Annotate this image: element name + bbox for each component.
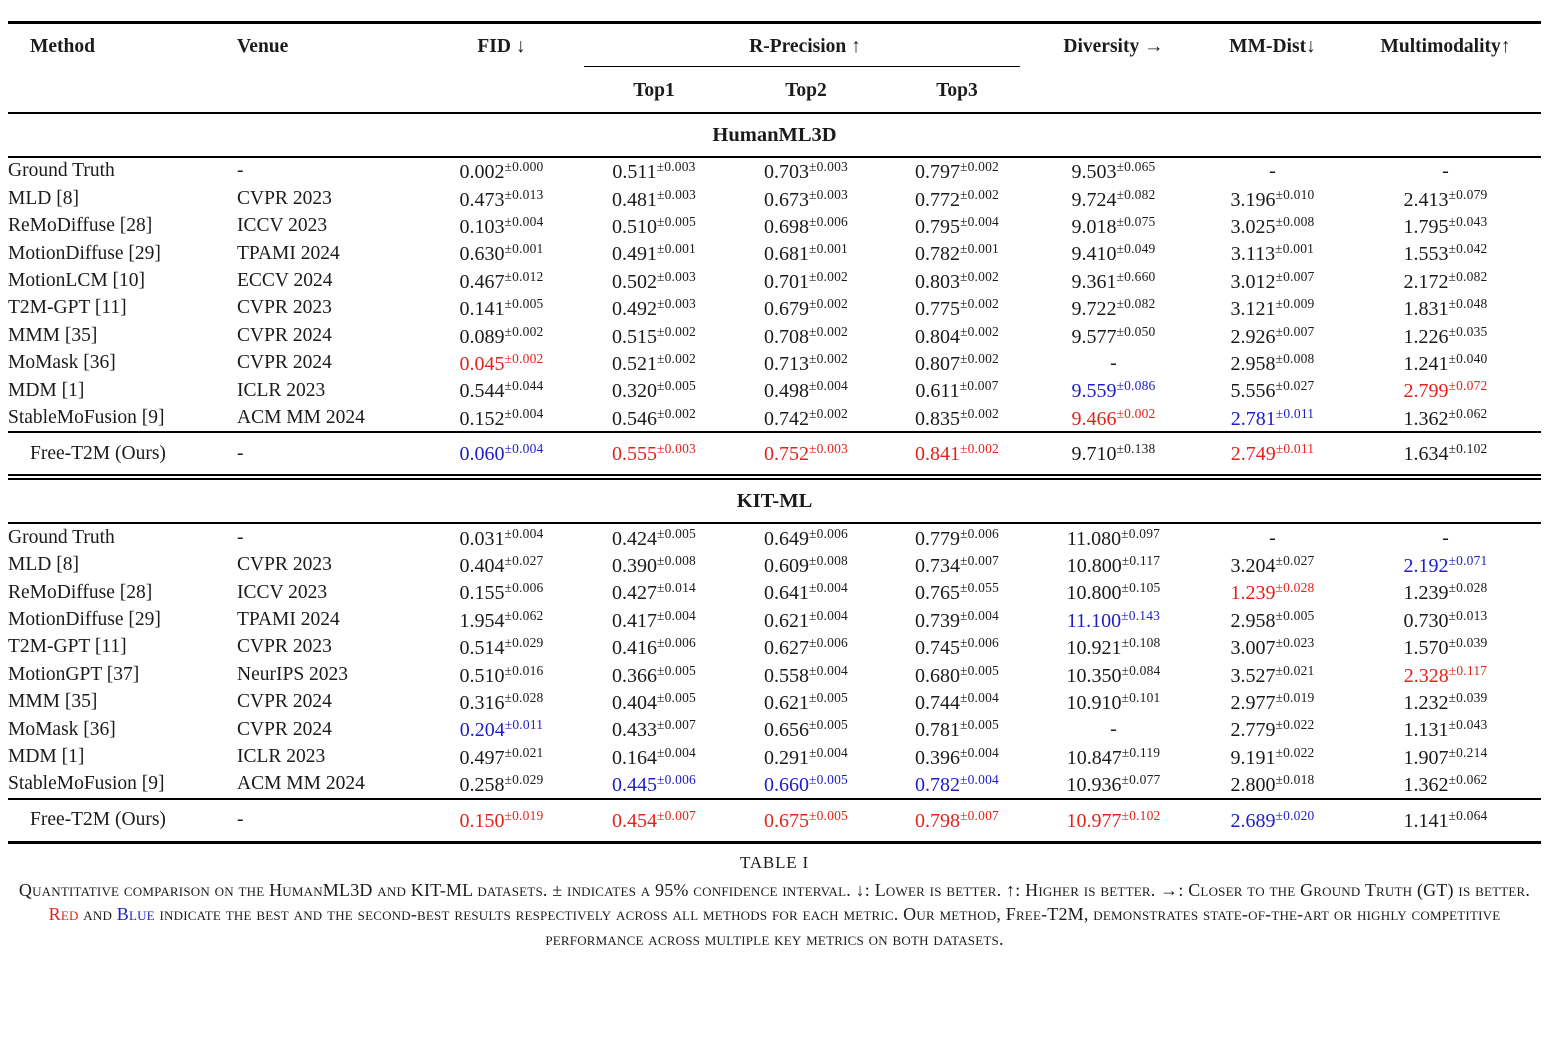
table-row: [8, 743, 1541, 770]
metric-value: $0.433^{\pm 0.007}$: [612, 717, 696, 742]
metric-value: $11.080^{\pm 0.097}$: [1066, 525, 1161, 550]
column-header-top1: Top1: [578, 67, 730, 114]
metric-value: $0.427^{\pm 0.014}$: [612, 580, 696, 605]
metric-value: $0.404^{\pm 0.005}$: [612, 689, 696, 714]
metric-value: $0.467^{\pm 0.012}$: [459, 268, 544, 293]
table-row: [8, 606, 1541, 633]
metric-value: $0.782^{\pm 0.004}$: [915, 772, 999, 797]
metric-value: $2.926^{\pm 0.007}$: [1230, 323, 1315, 348]
metric-value: $1.239^{\pm 0.028}$: [1230, 580, 1315, 605]
metric-value: $9.724^{\pm 0.082}$: [1071, 186, 1156, 211]
metric-value: $0.291^{\pm 0.004}$: [764, 744, 848, 769]
table-row: [8, 322, 1541, 349]
metric-value: $0.752^{\pm 0.003}$: [730, 432, 882, 477]
metric-value: $2.958^{\pm 0.008}$: [1230, 350, 1315, 375]
table-row: [8, 551, 1541, 578]
metric-value: $0.798^{\pm 0.007}$: [882, 799, 1032, 843]
metric-value: $1.241^{\pm 0.040}$: [1403, 350, 1488, 375]
metric-value: $9.503^{\pm 0.065}$: [1071, 159, 1156, 184]
table-row: [8, 240, 1541, 267]
metric-value: $0.797^{\pm 0.002}$: [915, 159, 999, 184]
metric-value: -: [1269, 526, 1276, 549]
method-cell: MDM [1]: [8, 745, 85, 767]
venue-cell: -: [237, 160, 244, 182]
metric-value: $0.675^{\pm 0.005}$: [730, 799, 882, 843]
metric-value: $0.713^{\pm 0.002}$: [764, 350, 848, 375]
method-cell: MLD [8]: [8, 187, 79, 209]
method-cell: MotionDiffuse [29]: [8, 609, 161, 631]
metric-value: $3.121^{\pm 0.009}$: [1230, 296, 1315, 321]
metric-value: $0.558^{\pm 0.004}$: [764, 662, 848, 687]
metric-value: -: [1269, 160, 1276, 183]
caption-text-segment: Quantitative comparison on the HumanML3D and KIT-ML datasets. ± indicates a 95% confidence interval. ↓: Lower is better. ↑: Higher is better. →: Closer to the Ground Truth (GT) is better.: [18, 879, 1531, 900]
metric-value: $0.681^{\pm 0.001}$: [764, 241, 848, 266]
metric-value: $1.634^{\pm 0.102}$: [1350, 432, 1541, 477]
metric-value: $0.775^{\pm 0.002}$: [915, 296, 999, 321]
method-cell: MotionLCM [10]: [8, 270, 146, 291]
metric-value: $0.807^{\pm 0.002}$: [915, 350, 999, 375]
column-header-fid: FID ↓: [425, 23, 578, 114]
caption-text-segment: and: [78, 904, 117, 925]
metric-value: $2.800^{\pm 0.018}$: [1230, 772, 1315, 797]
metric-value: $0.491^{\pm 0.001}$: [612, 241, 696, 266]
method-cell: MMM [35]: [8, 691, 98, 713]
column-header-r-precision: R-Precision ↑: [578, 23, 1032, 67]
metric-value: $0.473^{\pm 0.013}$: [459, 186, 544, 211]
metric-value: $0.841^{\pm 0.002}$: [882, 432, 1032, 477]
metric-value: $0.660^{\pm 0.005}$: [764, 772, 848, 797]
metric-value: $0.002^{\pm 0.000}$: [459, 159, 544, 184]
metric-value: $0.502^{\pm 0.003}$: [612, 268, 696, 293]
metric-value: $0.454^{\pm 0.007}$: [578, 799, 730, 843]
metric-value: $1.232^{\pm 0.039}$: [1403, 689, 1488, 714]
column-header-diversity: Diversity →: [1032, 23, 1195, 114]
method-cell: ReMoDiffuse [28]: [8, 581, 153, 603]
section-title-row: [8, 477, 1541, 523]
table-row: [8, 688, 1541, 715]
venue-cell: ICLR 2023: [237, 379, 326, 401]
metric-value: $2.749^{\pm 0.011}$: [1195, 432, 1350, 477]
metric-value: $0.708^{\pm 0.002}$: [764, 323, 848, 348]
metric-value: $1.131^{\pm 0.043}$: [1403, 717, 1488, 742]
metric-value: $0.424^{\pm 0.005}$: [612, 525, 696, 550]
metric-value: $0.258^{\pm 0.029}$: [459, 772, 544, 797]
metric-value: $2.799^{\pm 0.072}$: [1403, 378, 1488, 403]
method-cell: StableMoFusion [9]: [8, 773, 165, 795]
metric-value: $0.703^{\pm 0.003}$: [764, 159, 848, 184]
metric-value: $9.191^{\pm 0.022}$: [1230, 744, 1315, 769]
metric-value: $0.417^{\pm 0.004}$: [612, 607, 696, 632]
metric-value: $2.781^{\pm 0.011}$: [1230, 405, 1315, 430]
metric-value: $0.803^{\pm 0.002}$: [915, 268, 999, 293]
metric-value: $0.627^{\pm 0.006}$: [764, 635, 848, 660]
metric-value: $0.404^{\pm 0.027}$: [459, 552, 544, 577]
venue-cell: CVPR 2024: [237, 691, 332, 713]
metric-value: -: [1442, 526, 1449, 549]
venue-cell: CVPR 2023: [237, 187, 332, 209]
metric-value: $2.977^{\pm 0.019}$: [1230, 689, 1315, 714]
method-cell: MoMask [36]: [8, 718, 116, 740]
table-row: [8, 770, 1541, 798]
method-cell: MotionDiffuse [29]: [8, 242, 161, 264]
venue-cell: CVPR 2024: [237, 718, 332, 740]
metric-value: $1.795^{\pm 0.043}$: [1403, 213, 1488, 238]
metric-value: $0.782^{\pm 0.001}$: [915, 241, 999, 266]
table-row: [8, 294, 1541, 321]
column-header-venue: Venue: [237, 23, 425, 114]
caption-text-segment: indicate the best and the second-best results respectively across all methods for each metric. Our method, Free-T2M, demonstrates state-of-the-art or highly competitive performance across multiple key metrics on both datasets.: [154, 904, 1501, 949]
metric-value: $9.466^{\pm 0.002}$: [1071, 405, 1156, 430]
venue-cell: ACM MM 2024: [237, 406, 365, 428]
metric-value: $0.621^{\pm 0.005}$: [764, 689, 848, 714]
metric-value: $2.413^{\pm 0.079}$: [1403, 186, 1488, 211]
dataset-section-title: KIT-ML: [8, 477, 1541, 523]
table-row: [8, 212, 1541, 239]
metric-value: $0.555^{\pm 0.003}$: [578, 432, 730, 477]
metric-value: $0.060^{\pm 0.004}$: [425, 432, 578, 477]
method-cell: StableMoFusion [9]: [8, 406, 165, 428]
metric-value: $0.390^{\pm 0.008}$: [612, 552, 696, 577]
metric-value: $0.481^{\pm 0.003}$: [612, 186, 696, 211]
metric-value: $0.316^{\pm 0.028}$: [459, 689, 544, 714]
table-row: [8, 633, 1541, 660]
metric-value: $0.152^{\pm 0.004}$: [459, 405, 544, 430]
dataset-section-title: HumanML3D: [8, 113, 1541, 157]
metric-value: $2.172^{\pm 0.082}$: [1403, 268, 1488, 293]
metric-value: $2.779^{\pm 0.022}$: [1230, 717, 1315, 742]
column-header-multimodality: Multimodality↑: [1350, 23, 1541, 114]
metric-value: $2.192^{\pm 0.071}$: [1403, 552, 1488, 577]
metric-value: $0.492^{\pm 0.003}$: [612, 296, 696, 321]
column-header-method: Method: [8, 23, 237, 114]
metric-value: $3.007^{\pm 0.023}$: [1230, 635, 1315, 660]
metric-value: $0.701^{\pm 0.002}$: [764, 268, 848, 293]
metric-value: -: [1442, 160, 1449, 183]
method-cell: Free-T2M (Ours): [8, 799, 237, 843]
metric-value: $2.958^{\pm 0.005}$: [1230, 607, 1315, 632]
paper-page: [0, 21, 1549, 951]
venue-cell: -: [237, 526, 244, 548]
method-cell: ReMoDiffuse [28]: [8, 215, 153, 237]
table-row: [8, 349, 1541, 376]
metric-value: $0.739^{\pm 0.004}$: [915, 607, 999, 632]
metric-value: $0.649^{\pm 0.006}$: [764, 525, 848, 550]
metric-value: $0.031^{\pm 0.004}$: [459, 525, 544, 550]
metric-value: $2.328^{\pm 0.117}$: [1403, 662, 1488, 687]
caption-block: [0, 853, 1549, 951]
metric-value: $1.239^{\pm 0.028}$: [1403, 580, 1488, 605]
metric-value: $0.045^{\pm 0.002}$: [459, 350, 544, 375]
table-row: [8, 661, 1541, 688]
metric-value: $0.630^{\pm 0.001}$: [459, 241, 544, 266]
metric-value: $3.012^{\pm 0.007}$: [1230, 268, 1315, 293]
metric-value: $0.795^{\pm 0.004}$: [915, 213, 999, 238]
metric-value: $3.196^{\pm 0.010}$: [1230, 186, 1315, 211]
table-row: [8, 377, 1541, 404]
metric-value: $0.155^{\pm 0.006}$: [459, 580, 544, 605]
metric-value: $0.781^{\pm 0.005}$: [915, 717, 999, 742]
metric-value: $9.018^{\pm 0.075}$: [1071, 213, 1156, 238]
metric-value: $5.556^{\pm 0.027}$: [1230, 378, 1315, 403]
metric-value: $1.907^{\pm 0.214}$: [1403, 744, 1488, 769]
venue-cell: ICLR 2023: [237, 745, 326, 767]
metric-value: $0.745^{\pm 0.006}$: [915, 635, 999, 660]
method-cell: MDM [1]: [8, 379, 85, 401]
table-caption: [14, 878, 1535, 951]
metric-value: $0.779^{\pm 0.006}$: [915, 525, 999, 550]
metric-value: $10.936^{\pm 0.077}$: [1066, 772, 1161, 797]
metric-value: $0.621^{\pm 0.004}$: [764, 607, 848, 632]
metric-value: -: [1110, 351, 1117, 374]
metric-value: $10.977^{\pm 0.102}$: [1032, 799, 1195, 843]
metric-value: $1.954^{\pm 0.062}$: [459, 607, 544, 632]
metric-value: $0.641^{\pm 0.004}$: [764, 580, 848, 605]
table-row: [8, 157, 1541, 185]
metric-value: $0.765^{\pm 0.055}$: [915, 580, 999, 605]
metric-value: $0.656^{\pm 0.005}$: [764, 717, 848, 742]
metric-value: $0.611^{\pm 0.007}$: [915, 378, 999, 403]
metric-value: $9.559^{\pm 0.086}$: [1071, 378, 1156, 403]
venue-cell: NeurIPS 2023: [237, 663, 349, 685]
metric-value: $0.742^{\pm 0.002}$: [764, 405, 848, 430]
venue-cell: ICCV 2023: [237, 215, 328, 237]
venue-cell: CVPR 2023: [237, 636, 332, 658]
metric-value: $11.100^{\pm 0.143}$: [1066, 607, 1161, 632]
metric-value: $3.025^{\pm 0.008}$: [1230, 213, 1315, 238]
metric-value: $1.570^{\pm 0.039}$: [1403, 635, 1488, 660]
metric-value: $0.521^{\pm 0.002}$: [612, 350, 696, 375]
metric-value: $0.164^{\pm 0.004}$: [612, 744, 696, 769]
section-title-row: [8, 113, 1541, 157]
metric-value: $1.553^{\pm 0.042}$: [1403, 241, 1488, 266]
metric-value: $1.831^{\pm 0.048}$: [1403, 296, 1488, 321]
metric-value: $0.089^{\pm 0.002}$: [459, 323, 544, 348]
metric-value: $0.680^{\pm 0.005}$: [915, 662, 999, 687]
metric-value: $0.730^{\pm 0.013}$: [1403, 607, 1488, 632]
metric-value: $3.527^{\pm 0.021}$: [1230, 662, 1315, 687]
table-row: [8, 523, 1541, 551]
metric-value: $0.673^{\pm 0.003}$: [764, 186, 848, 211]
method-cell: MMM [35]: [8, 324, 98, 346]
metric-value: $10.921^{\pm 0.108}$: [1066, 635, 1161, 660]
column-header-top3: Top3: [882, 67, 1032, 114]
caption-word-red: Red: [48, 904, 79, 925]
metric-value: $0.734^{\pm 0.007}$: [915, 552, 999, 577]
venue-cell: CVPR 2024: [237, 352, 332, 374]
venue-cell: TPAMI 2024: [237, 609, 340, 631]
ours-row: [8, 432, 1541, 477]
metric-value: $0.546^{\pm 0.002}$: [612, 405, 696, 430]
metric-value: $0.510^{\pm 0.005}$: [612, 213, 696, 238]
metric-value: $0.445^{\pm 0.006}$: [612, 772, 696, 797]
table-row: [8, 579, 1541, 606]
venue-cell: ECCV 2024: [237, 270, 333, 291]
method-cell: T2M-GPT [11]: [8, 297, 127, 319]
metric-value: $1.226^{\pm 0.035}$: [1403, 323, 1488, 348]
metric-value: $0.141^{\pm 0.005}$: [459, 296, 544, 321]
caption-word-blue: Blue: [116, 904, 155, 925]
venue-cell: -: [237, 432, 425, 477]
metric-value: $10.847^{\pm 0.119}$: [1066, 744, 1161, 769]
ours-row: [8, 799, 1541, 843]
metric-value: $10.350^{\pm 0.084}$: [1066, 662, 1161, 687]
metric-value: $1.141^{\pm 0.064}$: [1350, 799, 1541, 843]
metric-value: $0.772^{\pm 0.002}$: [915, 186, 999, 211]
metric-value: -: [1110, 718, 1117, 741]
column-header-top2: Top2: [730, 67, 882, 114]
table-body: [8, 113, 1541, 842]
metric-value: $9.710^{\pm 0.138}$: [1032, 432, 1195, 477]
metric-value: $0.497^{\pm 0.021}$: [459, 744, 544, 769]
metric-value: $1.362^{\pm 0.062}$: [1403, 405, 1488, 430]
metric-value: $0.515^{\pm 0.002}$: [612, 323, 696, 348]
metric-value: $0.609^{\pm 0.008}$: [764, 552, 848, 577]
metric-value: $2.689^{\pm 0.020}$: [1195, 799, 1350, 843]
method-cell: Free-T2M (Ours): [8, 432, 237, 477]
method-cell: MoMask [36]: [8, 352, 116, 374]
metric-value: $0.544^{\pm 0.044}$: [459, 378, 544, 403]
metric-value: $0.320^{\pm 0.005}$: [612, 378, 696, 403]
metric-value: $1.362^{\pm 0.062}$: [1403, 772, 1488, 797]
venue-cell: CVPR 2024: [237, 324, 332, 346]
metric-value: $0.835^{\pm 0.002}$: [915, 405, 999, 430]
method-cell: Ground Truth: [8, 160, 115, 182]
metric-value: $0.366^{\pm 0.005}$: [612, 662, 696, 687]
table-row: [8, 185, 1541, 212]
metric-value: $3.113^{\pm 0.001}$: [1230, 241, 1315, 266]
metric-value: $10.800^{\pm 0.105}$: [1066, 580, 1161, 605]
metric-value: $0.679^{\pm 0.002}$: [764, 296, 848, 321]
metric-value: $3.204^{\pm 0.027}$: [1230, 552, 1315, 577]
metric-value: $0.150^{\pm 0.019}$: [425, 799, 578, 843]
method-cell: MotionGPT [37]: [8, 663, 140, 685]
metric-value: $0.498^{\pm 0.004}$: [764, 378, 848, 403]
table-header: [8, 23, 1541, 114]
venue-cell: ACM MM 2024: [237, 773, 365, 795]
metric-value: $0.103^{\pm 0.004}$: [459, 213, 544, 238]
metric-value: $0.396^{\pm 0.004}$: [915, 744, 999, 769]
metric-value: $0.511^{\pm 0.003}$: [612, 159, 696, 184]
method-cell: T2M-GPT [11]: [8, 636, 127, 658]
metric-value: $0.416^{\pm 0.006}$: [612, 635, 696, 660]
metric-value: $0.514^{\pm 0.029}$: [459, 635, 544, 660]
column-header-mm-dist: MM-Dist↓: [1195, 23, 1350, 114]
table-row: [8, 716, 1541, 743]
metric-value: $0.698^{\pm 0.006}$: [764, 213, 848, 238]
metric-value: $0.510^{\pm 0.016}$: [459, 662, 544, 687]
metric-value: $9.410^{\pm 0.049}$: [1071, 241, 1156, 266]
method-cell: MLD [8]: [8, 554, 79, 576]
venue-cell: TPAMI 2024: [237, 242, 340, 264]
venue-cell: -: [237, 799, 425, 843]
metric-value: $9.577^{\pm 0.050}$: [1071, 323, 1156, 348]
metric-value: $9.361^{\pm 0.660}$: [1071, 268, 1156, 293]
table-row: [8, 267, 1541, 294]
venue-cell: CVPR 2023: [237, 554, 332, 576]
metric-value: $0.804^{\pm 0.002}$: [915, 323, 999, 348]
table-row: [8, 404, 1541, 432]
metric-value: $10.800^{\pm 0.117}$: [1066, 552, 1161, 577]
table-number: TABLE I: [740, 852, 809, 872]
venue-cell: ICCV 2023: [237, 581, 328, 603]
venue-cell: CVPR 2023: [237, 297, 332, 319]
metric-value: $9.722^{\pm 0.082}$: [1071, 296, 1156, 321]
method-cell: Ground Truth: [8, 526, 115, 548]
metric-value: $0.744^{\pm 0.004}$: [915, 689, 999, 714]
metric-value: $0.204^{\pm 0.011}$: [459, 717, 544, 742]
metric-value: $10.910^{\pm 0.101}$: [1066, 689, 1161, 714]
results-table: [8, 21, 1541, 844]
